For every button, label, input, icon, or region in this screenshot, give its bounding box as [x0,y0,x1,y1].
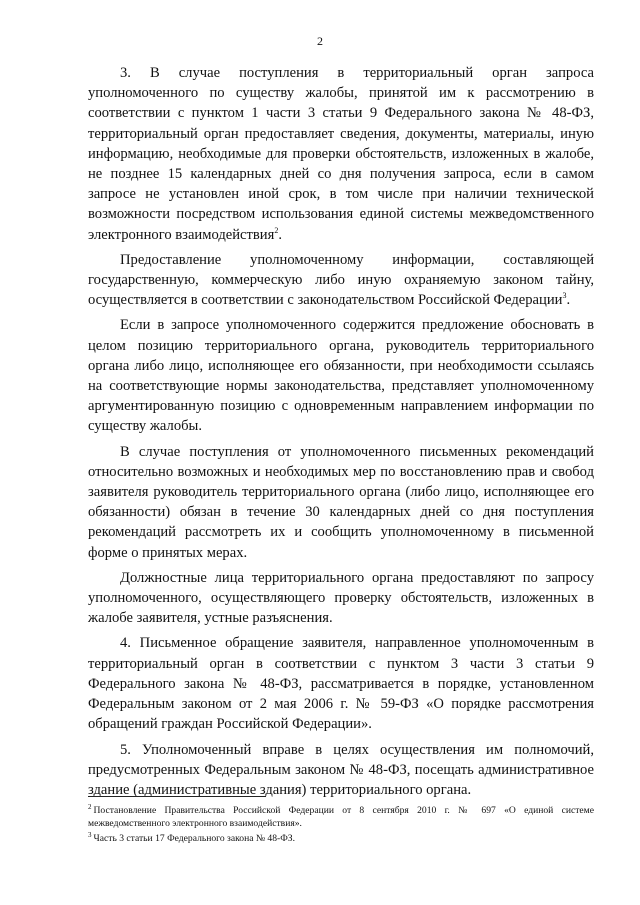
footnote-divider [88,796,266,797]
paragraph-tail: . [278,226,282,243]
paragraph-text: 3. В случае поступления в территориальный орган запроса уполномоченного по существу жалобы, принятой им к рассмотрению в соответствии с пунктом 1 части 3 статьи 9 Федерального закона № 48-ФЗ, территориальный орган предоставляет сведения, документы, материалы, иную информацию, необходимые для проверки обстоятельств, изложенных в жалобе, не позднее 15 календарных дней со дня получения запроса, если в самом запросе не установлен иной срок, в том числе при наличии технической возможности посредством использования единой системы межведомственного электронного взаимодействия [88,65,594,243]
footnote-mark: 2 [88,802,92,811]
footnote-item [88,802,594,830]
footnotes-section [88,796,594,849]
paragraph-recommendations: В случае поступления от уполномоченного письменных рекомендаций относительно возможных и необходимых мер по восстановлению прав и свобод заявителя руководитель территориального органа (либо лицо, исполняющее его обязанности) обязан в течение 30 календарных дней со дня поступления рекомендаций рассмотреть их и сообщить уполномоченному в письменной форме о принятых мерах. [88,443,594,561]
paragraph-item-5: 5. Уполномоченный вправе в целях осуществления им полномочий, предусмотренных Федеральным законом № 48-ФЗ, посещать административное здание (административные здания) территориального органа. [88,741,594,798]
footnote-mark: 3 [88,831,92,839]
paragraph-position: Если в запросе уполномоченного содержится предложение обосновать в целом позицию территориального органа, руководитель территориального органа либо лицо, исполняющее его обязанности, при необходимости ссылаясь на соответствующие нормы законодательства, представляет уполномоченному аргументированную позицию с одновременным направлением информации по существу жалобы. [88,317,594,435]
paragraph-item-3 [88,63,594,245]
footnote-item [88,833,594,846]
document-body [88,63,594,805]
paragraph-explanations: Должностные лица территориального органа предоставляют по запросу уполномоченного, осуществляющего проверку обстоятельств, изложенных в жалобе заявителя, устные разъяснения. [88,569,594,627]
footnote-text: Постановление Правительства Российской Федерации от 8 сентября 2010 г. № 697 «О единой системе межведомственного электронного взаимодействия». [88,805,594,829]
footnote-text: Часть 3 статьи 17 Федерального закона № 48-ФЗ. [93,833,295,845]
page-number: 2 [317,34,323,48]
paragraph-tail: . [566,292,571,309]
paragraph-item-4: 4. Письменное обращение заявителя, направленное уполномоченным в территориальный орган в соответствии с пунктом 3 части 3 статьи 9 Федерального закона № 48-ФЗ, рассматривается в порядке, установленном Федеральным законом от 2 мая 2006 г. № 59-ФЗ «О порядке рассмотрения обращений граждан Российской Федерации». [88,635,594,733]
footnote-reference: 3 [562,291,567,301]
paragraph-secret-info [88,250,594,311]
footnote-reference: 2 [274,225,279,235]
paragraph-text: Предоставление уполномоченному информации, составляющей государственную, коммерческую либо иную охраняемую законом тайну, осуществляется в соответствии с законодательством Российской Федерации [88,251,594,309]
